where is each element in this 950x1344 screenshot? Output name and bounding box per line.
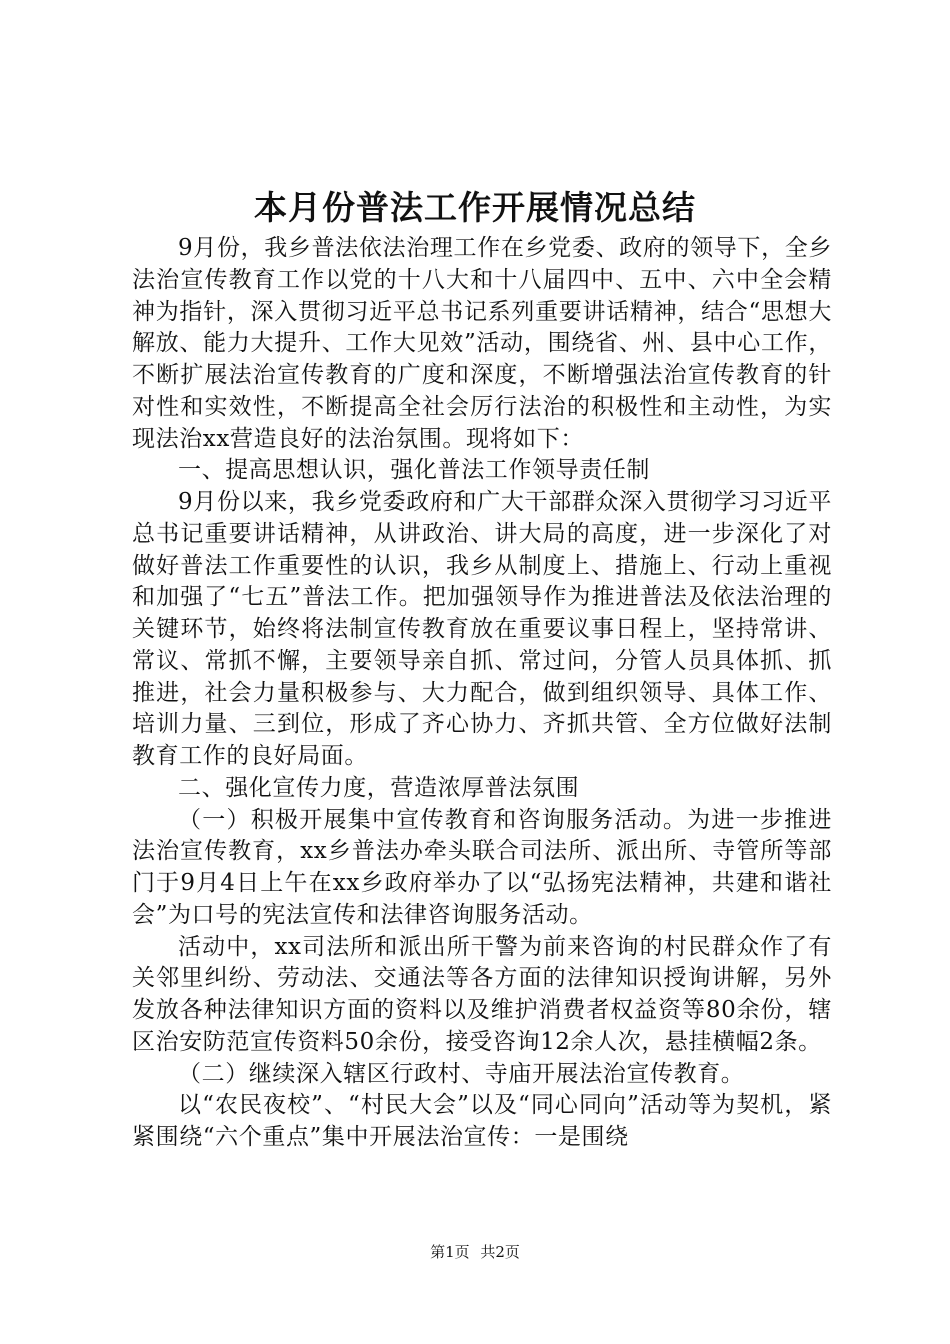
- paragraph-intro: 9月份，我乡普法依法治理工作在乡党委、政府的领导下，全乡法治宣传教育工作以党的十八大和十八届四中、五中、六中全会精神为指针，深入贯彻习近平总书记系列重要讲话精神，结合“思想大解放、能力大提升、工作大见效”活动，围绕省、州、县中心工作，不断扩展法治宣传教育的广度和深度，不断增强法治宣传教育的针对性和实效性，不断提高全社会厉行法治的积极性和主动性，为实现法治xx营造良好的法治氛围。现将如下：: [132, 235, 832, 452]
- page-number: 第1页: [430, 1243, 470, 1261]
- section-heading-2: 二、强化宣传力度，营造浓厚普法氛围: [178, 774, 580, 801]
- document-body: [132, 233, 832, 1154]
- document-title: 本月份普法工作开展情况总结: [254, 188, 696, 227]
- page-footer: [0, 1242, 950, 1262]
- paragraph-section-1: 9月份以来，我乡党委政府和广大干部群众深入贯彻学习习近平总书记重要讲话精神，从讲政治、讲大局的高度，进一步深化了对做好普法工作重要性的认识，我乡从制度上、措施上、行动上重视和加强了“七五”普法工作。把加强领导作为推进普法及依法治理的关键环节，始终将法制宣传教育放在重要议事日程上，坚持常讲、常议、常抓不懈，主要领导亲自抓、常过问，分管人员具体抓、抓推进，社会力量积极参与、大力配合，做到组织领导、具体工作、培训力量、三到位，形成了齐心协力、齐抓共管、全方位做好法制教育工作的良好局面。: [132, 489, 832, 769]
- subsection-heading-2: （二）继续深入辖区行政村、寺庙开展法治宣传教育。: [178, 1060, 745, 1087]
- paragraph-subsection-1: （一）积极开展集中宣传教育和咨询服务活动。为进一步推进法治宣传教育，xx乡普法办牵头联合司法所、派出所、寺管所等部门于9月4日上午在xx乡政府举办了以“弘扬宪法精神，共建和谐社会”为口号的宪法宣传和法律咨询服务活动。: [132, 806, 832, 928]
- paragraph-subsection-2: 以“农民夜校”、“村民大会”以及“同心同向”活动等为契机，紧紧围绕“六个重点”集中开展法治宣传：一是围绕: [132, 1092, 832, 1150]
- section-heading-1: 一、提高思想认识，强化普法工作领导责任制: [178, 457, 650, 484]
- paragraph-activity: 活动中，xx司法所和派出所干警为前来咨询的村民群众作了有关邻里纠纷、劳动法、交通法等各方面的法律知识授询讲解，另外发放各种法律知识方面的资料以及维护消费者权益资等80余份，辖区治安防范宣传资料50余份，接受咨询12余人次，悬挂横幅2条。: [132, 933, 832, 1055]
- page-total: 共2页: [480, 1243, 520, 1261]
